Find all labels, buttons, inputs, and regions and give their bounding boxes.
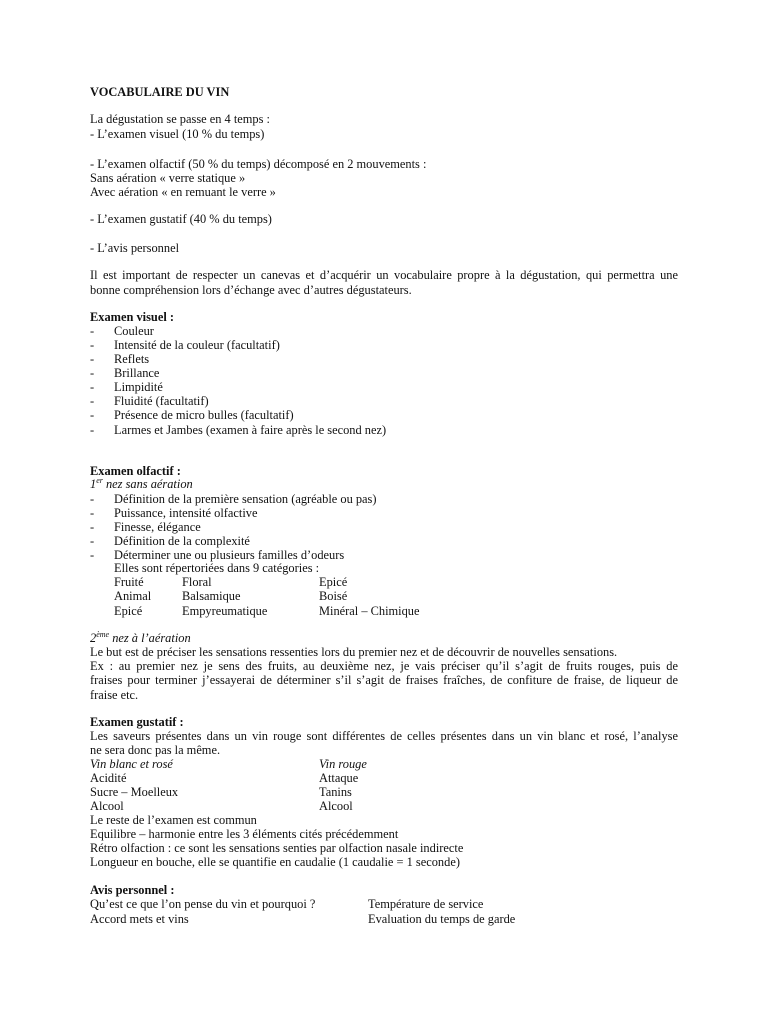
visuel-heading: Examen visuel : xyxy=(90,310,174,324)
bullet-dash: - xyxy=(90,352,95,366)
document-page: VOCABULAIRE DU VIN La dégustation se passe en 4 temps : - L’examen visuel (10 % du temps) - L’examen olfactif (50 % du temps) décomposé en 2 mouvements : Sans aération « verre statique » Avec aération « en remuant le verre » - L’examen gustatif (40 % du temps) - L’avis personnel Il est important de respecter un canevas et d’acquérir un vocabulaire propre à la dégustation, qui permettra une bonne compréhension lors d’échange avec d’autres dégustateurs. Examen visuel : - Couleur - Intensité de la couleur (facultatif) - Reflets - Brillance - Limpidité - Fluidité (facultatif) - Présence de micro bulles (facultatif) - Larmes et Jambes (examen à faire après le second nez) Examen olfactif : 1er nez sans aération - Définition de la première sensation (agréable ou pas) - Puissance, intensité olfactive - Finesse, élégance - Définition de la complexité - Déterminer une ou plusieurs familles d’odeurs Elles sont répertoriées dans 9 catégories : Fruité Floral Epicé Animal Balsamique Boisé Epicé Empyreumatique Minéral – Chimique 2ème nez à l’aération Le but est de préciser les sensations ressenties lors du premier nez et de découvrir de nouvelles sensations. Ex : au premier nez je sens des fruits, au deuxième nez, je vais préciser qu’il s’agit de fruits rouges, puis de fraises pour terminer j’essayerai de déterminer s’il s’agit de fraises fraîches, de confiture de fraise, de liqueur de fraise etc. Examen gustatif : Les saveurs présentes dans un vin rouge sont différentes de celles présentes dans un vin blanc et rosé, l’analyse ne sera donc pas la même. Vin blanc et rosé Vin rouge Acidité Attaque Sucre – Moelleux Tanins Alcool Alcool Le reste de l’examen est commun Equilibre – harmonie entre les 3 éléments cités précédemment Rétro olfaction : ce sont les sensations senties par olfaction nasale indirecte Longueur en bouche, elle se quantifie en caudalie (1 caudalie = 1 seconde) Avis personnel : Qu’est ce que l’on pense du vin et pourquoi ? Température de service Accord mets et vins Evaluation du temps de garde xyxy=(90,85,678,926)
gustatif-row: Sucre – Moelleux Tanins xyxy=(90,785,352,799)
col-rouge-header: Vin rouge xyxy=(319,757,367,771)
paragraph-line: Il est important de respecter un canevas et d’acquérir un vocabulaire propre à la dégustation, qui permettra une xyxy=(90,268,678,282)
gustatif-columns-header xyxy=(90,757,367,771)
intro-line: - L’examen gustatif (40 % du temps) xyxy=(90,212,272,226)
nez2-subheading: 2ème nez à l’aération xyxy=(90,629,191,645)
gustatif-rest: Le reste de l’examen est commun xyxy=(90,813,257,827)
nez1-subheading: 1er nez sans aération xyxy=(90,475,193,491)
intro-line: - L’examen visuel (10 % du temps) xyxy=(90,127,265,141)
intro-line: La dégustation se passe en 4 temps : xyxy=(90,112,270,126)
nez2-text: Le but est de préciser les sensations ressenties lors du premier nez et de découvrir de nouvelles sensations. xyxy=(90,645,618,659)
gustatif-row: Acidité Attaque xyxy=(90,771,359,785)
intro-line: Sans aération « verre statique » xyxy=(90,171,246,185)
bullet-dash: - xyxy=(90,324,95,338)
avis-row: Qu’est ce que l’on pense du vin et pourquoi ? Température de service xyxy=(90,897,484,911)
bullet-dash: - xyxy=(90,394,95,408)
paragraph-line: bonne compréhension lors d’échange avec d’autres dégustateurs. xyxy=(90,283,412,297)
bullet-dash: - xyxy=(90,408,95,422)
intro-line: - L’examen olfactif (50 % du temps) décomposé en 2 mouvements : xyxy=(90,157,427,171)
intro-line: Avec aération « en remuant le verre » xyxy=(90,185,276,199)
gustatif-heading: Examen gustatif : xyxy=(90,715,184,729)
bullet-dash: - xyxy=(90,520,95,534)
example-line: fraises pour terminer j’essayerai de déterminer s’il s’agit de fraises fraîches, de confiture de fraise, de liqueur de xyxy=(90,673,678,687)
gustatif-rest: Rétro olfaction : ce sont les sensations senties par olfaction nasale indirecte xyxy=(90,841,464,855)
bullet-dash: - xyxy=(90,492,95,506)
example-line: fraise etc. xyxy=(90,688,139,702)
bullet-dash: - xyxy=(90,366,95,380)
gustatif-row: Alcool Alcool xyxy=(90,799,353,813)
bullet-dash: - xyxy=(90,423,95,437)
gustatif-rest: Longueur en bouche, elle se quantifie en caudalie (1 caudalie = 1 seconde) xyxy=(90,855,460,869)
col-blanc-header: Vin blanc et rosé xyxy=(90,757,173,771)
gustatif-rest: Equilibre – harmonie entre les 3 éléments cités précédemment xyxy=(90,827,399,841)
avis-row: Accord mets et vins Evaluation du temps de garde xyxy=(90,912,516,926)
document-title: VOCABULAIRE DU VIN xyxy=(90,85,230,99)
bullet-dash: - xyxy=(90,548,95,562)
bullet-dash: - xyxy=(90,506,95,520)
olfactif-heading: Examen olfactif : xyxy=(90,464,181,478)
intro-line: - L’avis personnel xyxy=(90,241,180,255)
gustatif-text: ne sera donc pas la même. xyxy=(90,743,221,757)
gustatif-text: Les saveurs présentes dans un vin rouge sont différentes de celles présentes dans un vin blanc et rosé, l’analyse xyxy=(90,729,678,743)
bullet-dash: - xyxy=(90,534,95,548)
bullet-dash: - xyxy=(90,380,95,394)
bullet-dash: - xyxy=(90,338,95,352)
example-line: Ex : au premier nez je sens des fruits, au deuxième nez, je vais préciser qu’il s’agit de fruits rouges, puis de xyxy=(90,659,678,673)
avis-heading: Avis personnel : xyxy=(90,883,175,897)
